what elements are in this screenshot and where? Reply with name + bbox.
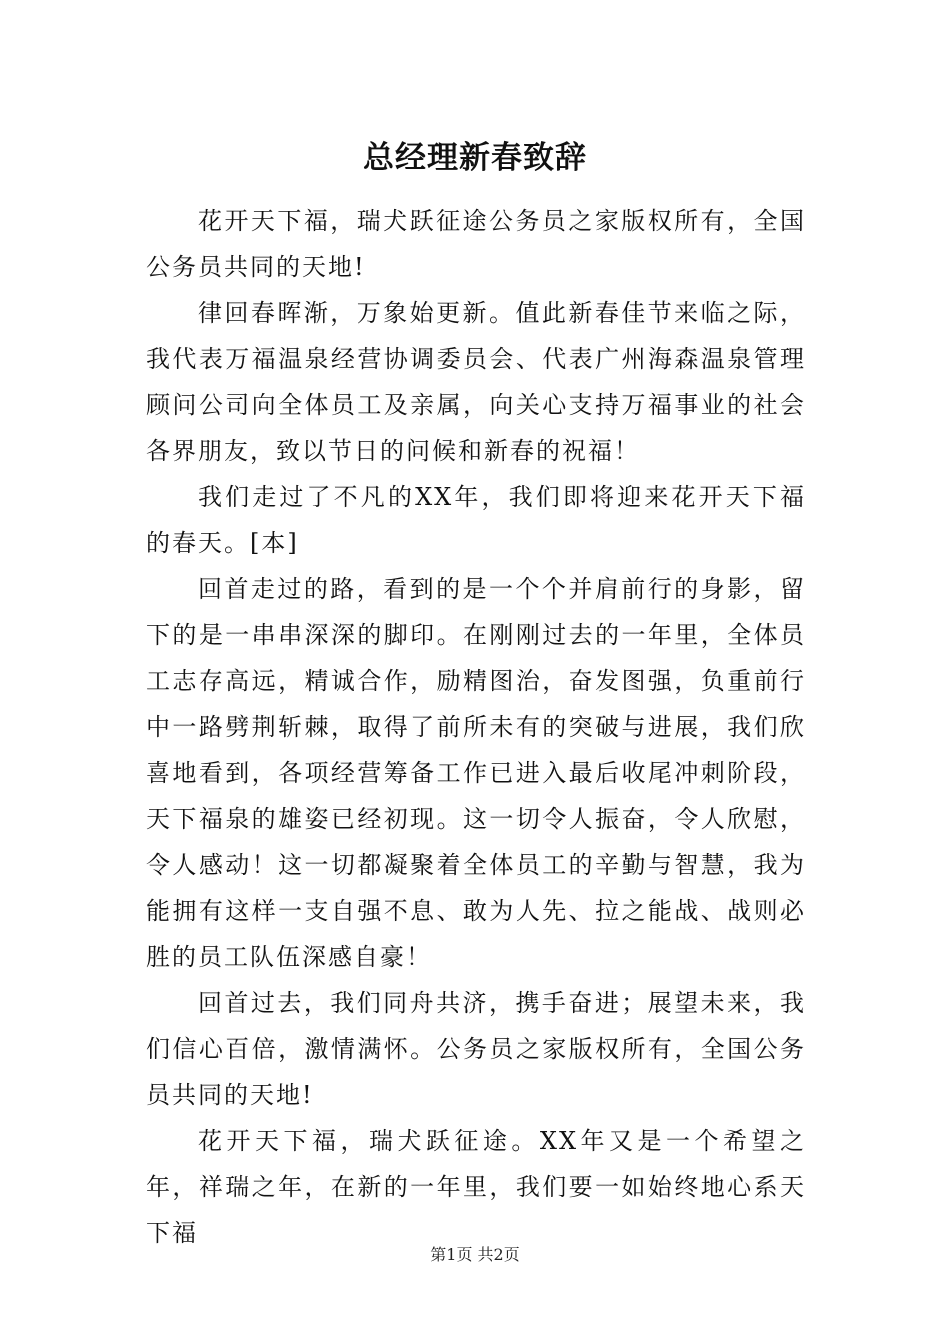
paragraph: 回首过去，我们同舟共济，携手奋进；展望未来，我们信心百倍，激情满怀。公务员之家版权所有，全国公务员共同的天地! [146, 989, 806, 1109]
paragraph: 我们走过了不凡的XX年，我们即将迎来花开天下福的春天。[本] [146, 483, 806, 557]
paragraph: 花开天下福，瑞犬跃征途。XX年又是一个希望之年，祥瑞之年，在新的一年里，我们要一如始终地心系天下福 [146, 1127, 806, 1247]
document-title: 总经理新春致辞 [363, 140, 587, 176]
document-body [146, 198, 806, 1256]
paragraph: 律回春晖渐，万象始更新。值此新春佳节来临之际，我代表万福温泉经营协调委员会、代表广州海森温泉管理顾问公司向全体员工及亲属，向关心支持万福事业的社会各界朋友，致以节日的问候和新春的祝福！ [146, 299, 806, 465]
paragraph: 回首走过的路，看到的是一个个并肩前行的身影，留下的是一串串深深的脚印。在刚刚过去的一年里，全体员工志存高远，精诚合作，励精图治，奋发图强，负重前行中一路劈荆斩棘，取得了前所未有的突破与进展，我们欣喜地看到，各项经营筹备工作已进入最后收尾冲刺阶段，天下福泉的雄姿已经初现。这一切令人振奋，令人欣慰，令人感动！这一切都凝聚着全体员工的辛勤与智慧，我为能拥有这样一支自强不息、敢为人先、拉之能战、战则必胜的员工队伍深感自豪！ [146, 575, 806, 971]
page-footer: 第1页 共2页 [430, 1245, 520, 1264]
paragraph: 花开天下福，瑞犬跃征途公务员之家版权所有，全国公务员共同的天地! [146, 207, 806, 281]
